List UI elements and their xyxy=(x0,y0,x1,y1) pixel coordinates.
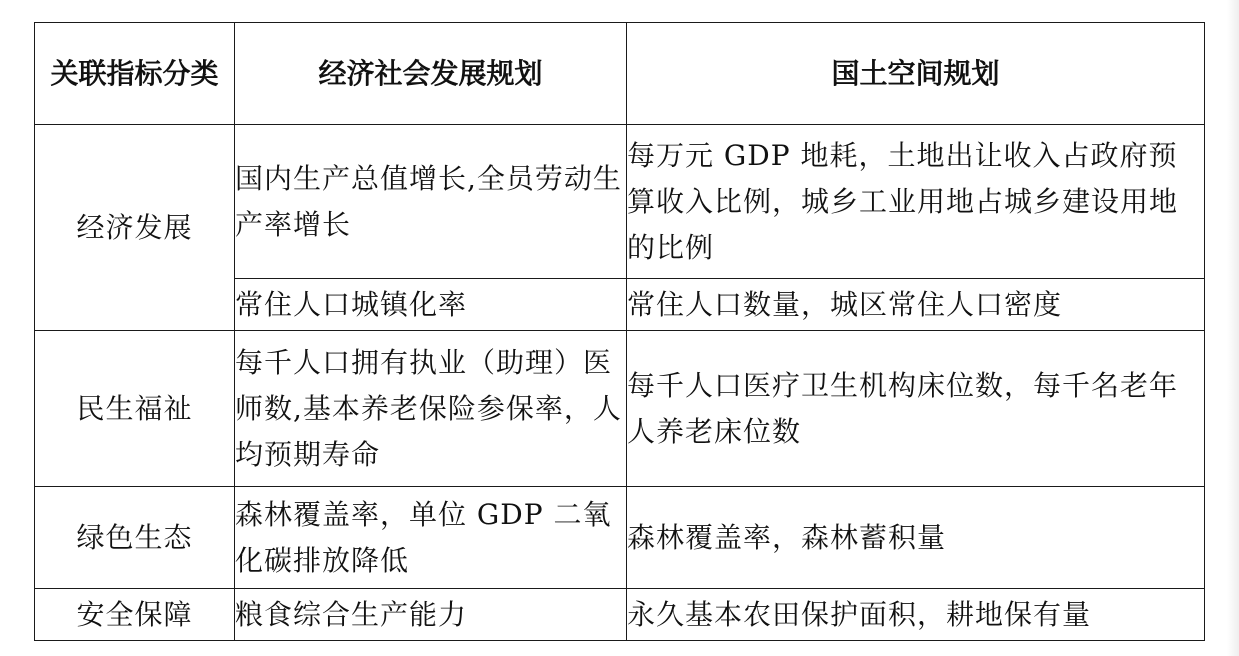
land-plan-cell: 森林覆盖率，森林蓄积量 xyxy=(627,487,1205,589)
economic-plan-cell: 国内生产总值增长,全员劳动生产率增长 xyxy=(235,125,627,279)
land-plan-cell: 每千人口医疗卫生机构床位数，每千名老年人养老床位数 xyxy=(627,331,1205,487)
economic-plan-cell: 每千人口拥有执业（助理）医师数,基本养老保险参保率，人均预期寿命 xyxy=(235,331,627,487)
land-plan-cell: 常住人口数量，城区常住人口密度 xyxy=(627,279,1205,331)
land-plan-cell: 每万元 GDP 地耗，土地出让收入占政府预算收入比例，城乡工业用地占城乡建设用地的比例 xyxy=(627,125,1205,279)
economic-plan-cell: 粮食综合生产能力 xyxy=(235,589,627,641)
category-cell: 经济发展 xyxy=(35,125,235,331)
economic-plan-cell: 森林覆盖率，单位 GDP 二氧化碳排放降低 xyxy=(235,487,627,589)
table-header-row xyxy=(35,23,1205,125)
economic-plan-cell: 常住人口城镇化率 xyxy=(235,279,627,331)
table-row xyxy=(35,487,1205,589)
header-category: 关联指标分类 xyxy=(35,23,235,125)
table-row xyxy=(35,125,1205,279)
land-plan-cell: 永久基本农田保护面积，耕地保有量 xyxy=(627,589,1205,641)
category-cell: 安全保障 xyxy=(35,589,235,641)
header-land-plan: 国土空间规划 xyxy=(627,23,1205,125)
header-economic-plan: 经济社会发展规划 xyxy=(235,23,627,125)
category-cell: 绿色生态 xyxy=(35,487,235,589)
category-cell: 民生福祉 xyxy=(35,331,235,487)
table-row xyxy=(35,331,1205,487)
page-edge-shadow xyxy=(1227,0,1239,656)
table-row xyxy=(35,589,1205,641)
indicator-table xyxy=(34,22,1205,641)
